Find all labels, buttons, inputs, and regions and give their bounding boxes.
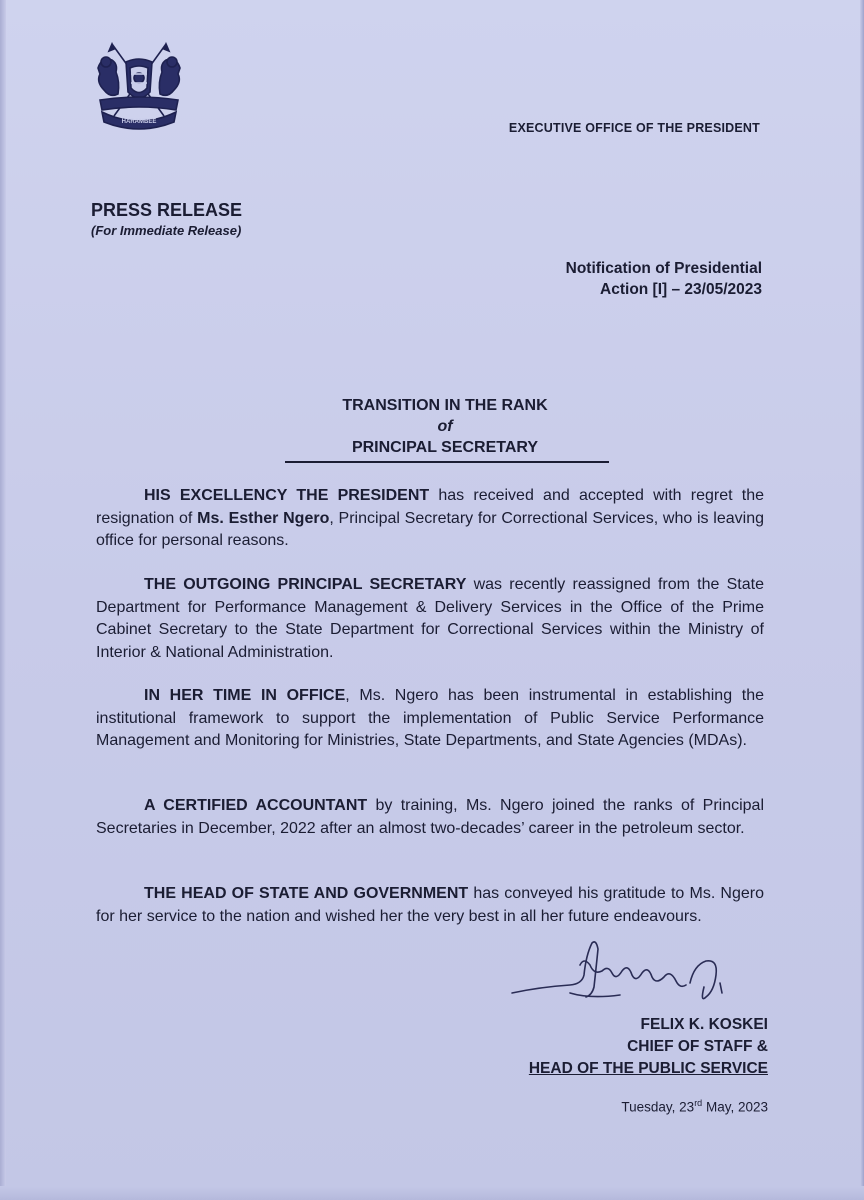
signatory-title-2: HEAD OF THE PUBLIC SERVICE	[528, 1060, 768, 1077]
signatory-name: FELIX K. KOSKEI	[640, 1016, 768, 1033]
paragraph-5-lead: THE HEAD OF STATE AND GOVERNMENT	[144, 885, 469, 902]
signature-icon	[510, 935, 750, 1015]
paragraph-1-text-c: , Principal Secretary for Correctional Services, who is leaving office for personal reasons.	[96, 509, 765, 549]
page-edge-right	[860, 0, 864, 1200]
page-edge-left	[0, 0, 6, 1200]
paragraph-5-text: has conveyed his gratitude to Ms. Ngero for her service to the nation and wished her the very best in all her future endeavours.	[96, 885, 764, 925]
paragraph-2-lead: THE OUTGOING PRINCIPAL SECRETARY	[144, 576, 467, 593]
paragraph-1-name: Ms. Esther Ngero	[197, 509, 330, 527]
press-release-title: PRESS RELEASE	[91, 200, 243, 220]
paragraph-3-text: , Ms. Ngero has been instrumental in establishing the institutional framework to support the implementation of Public Service Performance Management and Monitoring for Ministries, State Departments, and State Agencies (MDAs).	[96, 687, 764, 749]
heading-line-3: PRINCIPAL SECRETARY	[351, 439, 539, 456]
date-rest: May, 2023	[702, 1099, 768, 1115]
paragraph-2	[96, 574, 764, 664]
paragraph-5	[96, 883, 764, 928]
paragraph-1	[96, 485, 764, 553]
document-heading	[280, 395, 610, 458]
immediate-release-note: (For Immediate Release)	[91, 223, 242, 238]
heading-line-2: of	[437, 418, 453, 435]
heading-line-1: TRANSITION IN THE RANK	[342, 397, 548, 414]
page-edge-bottom	[0, 1186, 864, 1200]
office-name: EXECUTIVE OFFICE OF THE PRESIDENT	[508, 121, 760, 135]
paragraph-1-text-a: has received and accepted with regret the resignation of	[96, 487, 765, 527]
paragraph-1-lead: HIS EXCELLENCY THE PRESIDENT	[144, 487, 430, 504]
date-ordinal: rd	[694, 1098, 703, 1108]
heading-underline	[285, 461, 609, 463]
paragraph-4-text: by training, Ms. Ngero joined the ranks of Principal Secretaries in December, 2022 after an almost two-decades’ career in the petroleum sector.	[96, 797, 765, 837]
date-prefix: Tuesday, 23	[621, 1099, 695, 1115]
notification-line-2: Action [I] – 23/05/2023	[600, 281, 762, 298]
signatory-block	[460, 1014, 768, 1080]
paragraph-4-lead: A CERTIFIED ACCOUNTANT	[144, 797, 368, 814]
paragraph-2-text: was recently reassigned from the State Department for Performance Management & Delivery Services in the Office of the Prime Cabinet Secretary to the State Department for Correctional Services within the Ministry of Interior & National Administration.	[96, 576, 764, 661]
notification-line-1: Notification of Presidential	[565, 260, 762, 277]
crest-motto: HARAMBEE	[121, 119, 157, 125]
paragraph-4	[96, 795, 764, 840]
paragraph-3	[96, 685, 764, 753]
notification-reference	[430, 258, 762, 300]
coat-of-arms-icon	[90, 38, 188, 130]
signatory-title-1: CHIEF OF STAFF &	[627, 1038, 768, 1055]
release-date	[500, 1098, 768, 1115]
paragraph-3-lead: IN HER TIME IN OFFICE	[144, 687, 346, 704]
